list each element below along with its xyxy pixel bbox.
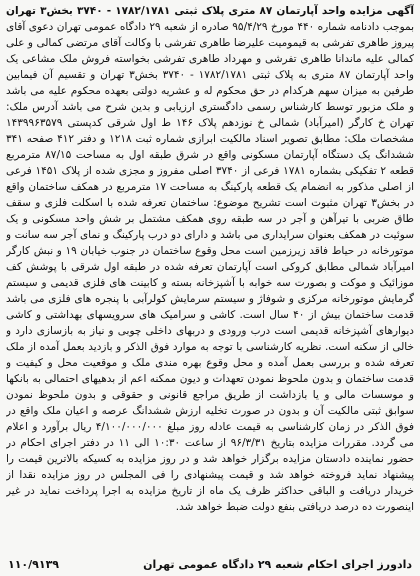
notice-line: بموجب دادنامه شماره ۴۴۰ مورخ ۹۵/۴/۲۹ صادره از شعبه ۲۹ دادگاه عمومی تهران دعوی آقای — [6, 21, 414, 33]
notice-line: بشماره ۱۷۸۱ فرعی از ۳۷۴۰ اصلی مفروز و مجزی شده از پلاک ۱۴۵۱ فرعی از اصلی مذکور — [6, 165, 414, 193]
notice-line: واحد آپارتمان ۸۷ متری به پلاک ثبتی ۱۷۸۲/۱۷۸۱ - ۳۷۴۰ بخش۳ تهران و تقسیم آن فیمابین — [6, 69, 414, 81]
notice-line: شد و در روز مزایده به کسیکه بالاترین قیمت را پیشنهاد نماید فروخته خواهد شد و قیمت — [6, 453, 414, 481]
notice-title: آگهی مزایده واحد آپارتمان ۸۷ متری پلاک ثبتی ۱۷۸۲/۱۷۸۱ - ۳۷۴۰ بخش۳ تهران — [6, 5, 414, 17]
notice-line: است. کاشی و سرامیک های سرویسهای بهداشتی و کاشی دیوارهای آشپزخانه قدیمی است درب — [6, 309, 414, 337]
notice-line: از ساعت ۱۰:۳۰ الی ۱۱ در دفتر اجرای احکام در حضور نماینده دادستان مزایده برگزار خواهد — [6, 437, 414, 465]
notice-line: کروکی است آپارتمان تعرفه شده در طبقه اول شرقی با پوشش کف موزائیک و موکت و بصورت — [6, 261, 414, 289]
notice-line: پیشنهادی را فی المجلس در روز مزایده نقدا از خریدار دریافت و الباقی حداکثر ظرف یک ماه — [6, 469, 414, 497]
notice-code: ۱۱۰/۹۱۳۹ — [8, 558, 60, 571]
notice-line: پیروز طاهری تفرشی به قیمومیت علیرضا طاهری تفرشی با وکالت آقای مرتضی کمالی و علی — [6, 37, 414, 49]
notice-line: ورودی و دربهای داخلی چوبی و نیاز به بازسازی دارد و خالی از سکنه است. نظریه کارشناسی — [6, 325, 414, 353]
notice-line: فاقد زیرزمین است محل وقوع ساختمان در جنوب خیابان ۱۹ و نبش کارگر امیرآباد شمالی مطابق — [6, 245, 414, 273]
notice-line: مثبوت است تشریح موضوع: ساختمان تعرفه شده با اسکلت فلزی و سقف طاق ضربی با تیرآهن — [6, 197, 414, 225]
notice-line: قانونی و حقوقی و بدون ملحوظ نمودن سوابق ثبتی مالکیت آن و بدون در صورت تخلیه — [6, 389, 414, 417]
notice-line: خ کارگر (امیرآباد) شمالی خ نوزدهم پلاک ۱۴۶ ط اول شرقی کدپستی ۱۴۳۹۹۶۳۵۷۹ مشخصات — [6, 117, 414, 145]
signature: دادورز اجرای احکام شعبه ۲۹ دادگاه عمومی تهران — [143, 558, 412, 571]
notice-line: وقوع بهره مندی ملک و موقعیت محل و کیفیت و قدمت ساختمان و بدون ملحوظ نمودن تعهدات و — [6, 357, 414, 385]
notice-line: با توجه به موارد فوق الذکر و بازدید بعمل آمده از ملک تعرفه شده و بررسی بعمل آمده و محل — [6, 341, 414, 369]
notice-line: به انضمام یک قطعه پارکینگ به مساحت ۱۷ مترمربع در همکف ساختمان واقع در بخش۳ تهران — [6, 181, 414, 209]
notice-line: از تاریخ مزایده به اجرا پرداخت نماید در غیر اینصورت ده درصد دریافتی بنفع دولت ضبط خواهد — [6, 485, 414, 513]
notice-line: شد. — [175, 501, 194, 513]
notice-line: طرفین به میزان سهم هرکدام در حق محکوم له و عشریه دولتی بعهده محکوم علیه می باشد و — [6, 85, 414, 113]
notice-line: ملک مزبور توسط کارشناس رسمی دادگستری ارزیابی و بدین شرح می باشد آدرس ملک: تهران — [6, 101, 414, 129]
notice-line: ارزش ششدانگ عرصه و اعیان ملک واقع در فوق الذکر در زمان کارشناسی به قیمت عادله — [6, 405, 414, 433]
notice-footer — [8, 556, 412, 573]
notice-line: و آجر در سه طبقه روی همکف مشتمل بر شش واحد مسکونی و یک سوئیت در همکف بعنوان — [6, 213, 414, 241]
notice-line: شوفاژ و سیستم سرمایش کولرآبی با پنجره های فلزی می باشد قدمت ساختمان بیش از ۴۰ سال — [6, 293, 414, 321]
notice-line: دستگاه آپارتمان مسکونی واقع در شرق طبقه اول به مساحت ۸۷/۱۵ مترمربع قطعه ۲ تفکیکی — [6, 149, 414, 177]
notice-line: ملک: مطابق تصویر اسناد مالکیت ابرازی شماره ثبت ۱۲۱۸ و دفتر ۴۱۲ صفحه ۳۴۱ ششدانگ یک — [6, 133, 414, 161]
notice-line: دیون ممکنه اعم از بدهیهای احتمالی به بانکها و موسسات مالی و یا بازداشت از طریق مراجع — [6, 373, 414, 401]
notice-body — [6, 3, 414, 554]
notice-line: روز مبلغ ۴/۱۰۰/۰۰۰/۰۰۰ ریال برآورد و اعلام می گردد. مقررات مزایده بتاریخ ۹۶/۳/۳۱ — [6, 421, 414, 449]
notice-line: سه خوابه با آشپزخانه بسته و کابینت های فلزی قدیمی و سیستم گرمایش موتورخانه مرکزی و — [6, 277, 414, 305]
notice-line: کمالی علیه ماندانا طاهری تفرشی و مهرداد طاهری تفرشی بخواسته فروش ملک مشاعی یک — [6, 53, 414, 65]
notice-line: سرایداری می باشد و دارای دو درب پارکینگ و نمای آجر سه سانت و موتورخانه در حیاط — [6, 229, 414, 257]
